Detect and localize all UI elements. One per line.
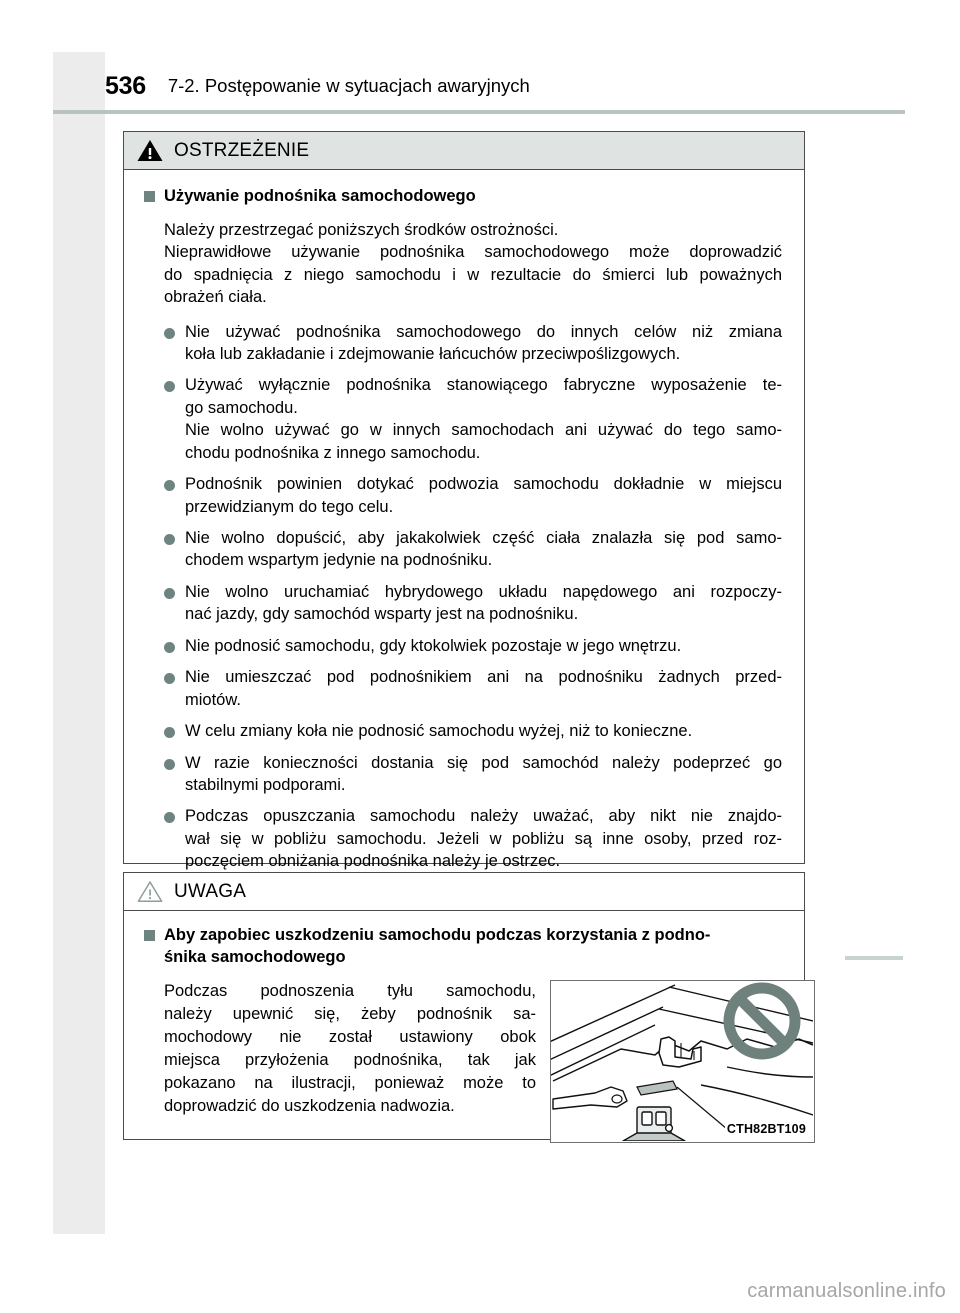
bullet-line: poczęciem obniżania podnośnika należy je ostrzec. (185, 852, 561, 871)
list-item (164, 321, 782, 366)
bullet-line: W razie konieczności dostania się pod samochód należy podeprzeć go (185, 753, 782, 772)
warning-intro-paragraph (164, 219, 782, 309)
list-item (164, 527, 782, 572)
bullet-line: go samochodu. (185, 398, 298, 417)
caution-line: pokazano na ilustracji, ponieważ może to (164, 1073, 536, 1092)
caution-line: doprowadzić do uszkodzenia nadwozia. (164, 1097, 455, 1115)
edge-tab-mark (845, 956, 903, 960)
square-bullet-icon (144, 191, 155, 202)
warning-box-title: OSTRZEŻENIE (174, 139, 310, 161)
warning-box (123, 131, 805, 871)
no-entry-icon (729, 988, 795, 1054)
bullet-line: Nie używać podnośnika samochodowego do innych celów niż zmiana (185, 322, 782, 341)
header-divider (53, 110, 905, 114)
caution-box-body (124, 911, 804, 1159)
site-watermark: carmanualsonline.info (747, 1280, 946, 1302)
list-item (164, 473, 782, 518)
intro-line: Nieprawidłowe używanie podnośnika samochodowego może doprowadzić (164, 243, 782, 262)
figure-wrapper (550, 980, 815, 1143)
bullet-line: chodem wspartym jedynie na podnośniku. (185, 551, 493, 570)
bullet-line: Nie umieszczać pod podnośnikiem ani na podnośniku żadnych przed- (185, 668, 782, 687)
warning-bullet-list (144, 321, 782, 873)
caution-box-title: UWAGA (174, 880, 247, 902)
list-item (164, 666, 782, 711)
caution-line: należy upewnić się, żeby podnośnik sa- (164, 1004, 536, 1023)
caution-line: Podczas podnoszenia tyłu samochodu, (164, 981, 536, 1000)
illustration-drawing (551, 981, 813, 1141)
list-item (164, 374, 782, 464)
bullet-line: Nie podnosić samochodu, gdy ktokolwiek pozostaje w jego wnętrzu. (185, 636, 682, 655)
square-bullet-icon (144, 930, 155, 941)
bullet-line: Używać wyłącznie podnośnika stanowiącego fabryczne wyposażenie te- (185, 376, 782, 395)
bullet-line: przewidzianym do tego celu. (185, 497, 394, 516)
caution-content-columns (164, 980, 806, 1143)
bullet-line: Nie wolno dopuścić, aby jakakolwiek część ciała znalazła się pod samo- (185, 529, 782, 548)
bullet-line: miotów. (185, 690, 241, 709)
bullet-line: Nie wolno uruchamiać hybrydowego układu napędowego ani rozpoczy- (185, 582, 782, 601)
heading-line: śnika samochodowego (164, 947, 346, 966)
bullet-line: koła lub zakładanie i zdejmowanie łańcuchów przeciwpoślizgowych. (185, 344, 681, 363)
page-number: 536 (105, 71, 146, 100)
intro-line: Należy przestrzegać poniższych środków ostrożności. (164, 220, 559, 239)
warning-box-title-bar (124, 132, 804, 170)
page-header (105, 62, 905, 110)
intro-line: do spadnięcia z niego samochodu i w rezultacie do śmierci lub poważnych (164, 265, 782, 284)
caution-line: miejsca przyłożenia podnośnika, tak jak (164, 1050, 536, 1069)
bullet-line: W celu zmiany koła nie podnosić samochodu wyżej, niż to konieczne. (185, 722, 693, 741)
heading-line: Aby zapobiec uszkodzeniu samochodu podczas korzystania z podno- (164, 926, 711, 944)
bullet-line: nać jazdy, gdy samochód wsparty jest na podnośniku. (185, 605, 579, 624)
bullet-line: Nie wolno używać go w innych samochodach ani używać do tego samo- (185, 421, 782, 440)
bullet-line: stabilnymi podporami. (185, 775, 346, 794)
caution-box (123, 872, 805, 1140)
caution-section-heading-text (164, 925, 782, 969)
warning-triangle-filled-icon (137, 139, 163, 162)
jack-placement-illustration (550, 980, 815, 1143)
page-title: 7-2. Postępowanie w sytuacjach awaryjnych (167, 74, 530, 96)
caution-section-heading (144, 925, 782, 969)
list-item (164, 635, 782, 657)
caution-line: mochodowy nie został ustawiony obok (164, 1027, 536, 1046)
warning-section-heading (144, 186, 782, 208)
left-margin-band (53, 52, 105, 1234)
caution-text-column (164, 980, 536, 1119)
list-item (164, 581, 782, 626)
figure-caption: CTH82BT109 (726, 1121, 806, 1136)
bullet-line: chodu podnośnika z innego samochodu. (185, 443, 481, 462)
warning-box-body (124, 170, 804, 889)
bullet-line: Podczas opuszczania samochodu należy uważać, aby nikt nie znajdo- (185, 807, 782, 826)
caution-box-title-bar (124, 873, 804, 911)
bullet-line: wał się w pobliżu samochodu. Jeżeli w pobliżu są inne osoby, przed roz- (185, 829, 782, 848)
intro-line: obrażeń ciała. (164, 288, 267, 307)
caution-triangle-outline-icon (137, 880, 163, 903)
list-item (164, 720, 782, 742)
list-item (164, 805, 782, 872)
list-item (164, 752, 782, 797)
bullet-line: Podnośnik powinien dotykać podwozia samochodu dokładnie w miejscu (185, 475, 782, 494)
warning-section-heading-text: Używanie podnośnika samochodowego (164, 187, 476, 205)
